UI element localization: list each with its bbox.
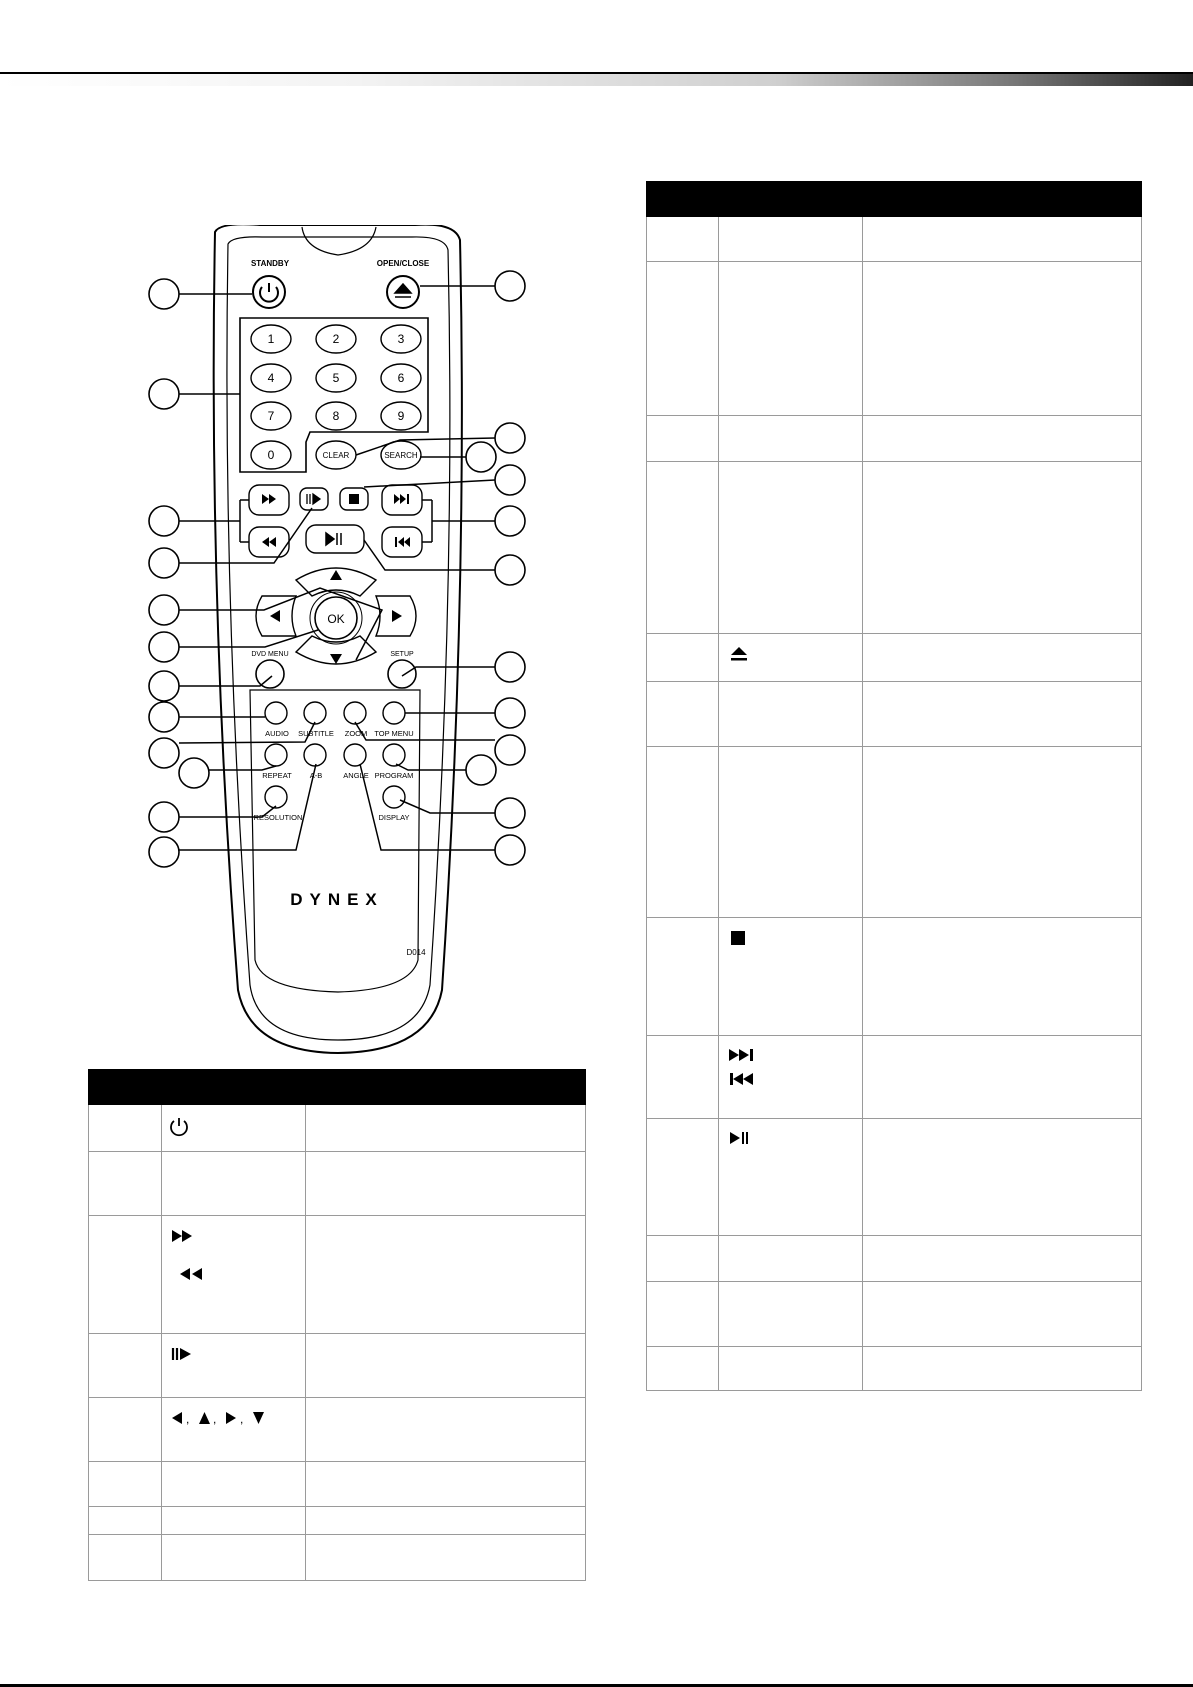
table-row bbox=[89, 1152, 586, 1216]
svg-text:AUDIO: AUDIO bbox=[265, 729, 289, 738]
svg-text:4: 4 bbox=[267, 371, 275, 385]
svg-text:1: 1 bbox=[267, 332, 275, 346]
angle-button[interactable] bbox=[344, 744, 366, 766]
digit-key-5[interactable] bbox=[316, 364, 356, 392]
table-header bbox=[89, 1070, 586, 1105]
display-button[interactable] bbox=[383, 786, 405, 808]
top-menu-button[interactable] bbox=[383, 702, 405, 724]
fast-forward-icon bbox=[170, 1226, 204, 1250]
table-row bbox=[647, 416, 1142, 462]
svg-text:,: , bbox=[213, 1412, 217, 1426]
setup-button[interactable] bbox=[388, 660, 416, 688]
svg-text:2: 2 bbox=[332, 332, 340, 346]
table-row bbox=[89, 1216, 586, 1334]
stop-icon bbox=[727, 928, 761, 952]
table-row bbox=[647, 1347, 1142, 1391]
repeat-button[interactable] bbox=[265, 744, 287, 766]
digit-key-7[interactable] bbox=[251, 402, 291, 430]
svg-text:RESOLUTION: RESOLUTION bbox=[253, 813, 303, 822]
table-row bbox=[647, 1119, 1142, 1236]
ab-repeat-button[interactable] bbox=[304, 744, 326, 766]
program-button[interactable] bbox=[383, 744, 405, 766]
power-icon bbox=[170, 1115, 204, 1139]
left-button-table bbox=[88, 1069, 586, 1581]
zoom-button[interactable] bbox=[344, 702, 366, 724]
header-gradient-bar bbox=[0, 72, 1193, 86]
svg-text:5: 5 bbox=[332, 371, 340, 385]
digit-key-3[interactable] bbox=[381, 325, 421, 353]
digit-key-8[interactable] bbox=[316, 402, 356, 430]
table-row bbox=[89, 1334, 586, 1398]
header-rule bbox=[0, 72, 1193, 74]
table-row bbox=[647, 747, 1142, 918]
svg-text:8: 8 bbox=[332, 409, 340, 423]
svg-text:,: , bbox=[240, 1412, 244, 1426]
eject-icon bbox=[727, 644, 761, 668]
svg-text:DISPLAY: DISPLAY bbox=[378, 813, 410, 822]
right-button-table bbox=[646, 181, 1142, 1391]
setup-label: SETUP bbox=[390, 651, 414, 658]
svg-text:6: 6 bbox=[397, 371, 405, 385]
table-row bbox=[647, 682, 1142, 747]
svg-text:SEARCH: SEARCH bbox=[384, 451, 418, 460]
table-row bbox=[89, 1462, 586, 1507]
slow-step-icon bbox=[170, 1344, 204, 1368]
dvd-menu-label: DVD MENU bbox=[251, 651, 289, 658]
arrow-keys-icon bbox=[170, 1408, 280, 1430]
table-row bbox=[647, 634, 1142, 682]
svg-text:OK: OK bbox=[327, 612, 345, 626]
skip-next-icon bbox=[727, 1046, 761, 1070]
digit-key-4[interactable] bbox=[251, 364, 291, 392]
table-row bbox=[647, 462, 1142, 634]
table-row bbox=[647, 1036, 1142, 1119]
play-pause-icon bbox=[727, 1129, 761, 1153]
svg-text:7: 7 bbox=[267, 409, 275, 423]
table-row bbox=[647, 262, 1142, 416]
digit-key-2[interactable] bbox=[316, 325, 356, 353]
svg-text:ANGLE: ANGLE bbox=[343, 771, 369, 780]
audio-button[interactable] bbox=[265, 702, 287, 724]
resolution-button[interactable] bbox=[265, 786, 287, 808]
svg-text:CLEAR: CLEAR bbox=[322, 451, 350, 460]
subtitle-button[interactable] bbox=[304, 702, 326, 724]
table-row bbox=[89, 1535, 586, 1581]
svg-text:PROGRAM: PROGRAM bbox=[374, 771, 414, 780]
table-row bbox=[647, 1236, 1142, 1282]
skip-previous-icon bbox=[727, 1070, 761, 1094]
svg-text:SUBTITLE: SUBTITLE bbox=[298, 729, 334, 738]
rewind-icon bbox=[170, 1264, 204, 1288]
table-header bbox=[647, 182, 1142, 217]
digit-key-9[interactable] bbox=[381, 402, 421, 430]
svg-text:,: , bbox=[186, 1412, 190, 1426]
table-row bbox=[647, 217, 1142, 262]
table-row bbox=[647, 918, 1142, 1036]
svg-text:9: 9 bbox=[397, 409, 405, 423]
table-row bbox=[647, 1282, 1142, 1347]
standby-label: STANDBY bbox=[250, 259, 290, 268]
remote-control-illustration bbox=[140, 225, 540, 1065]
table-row bbox=[89, 1105, 586, 1152]
svg-text:TOP MENU: TOP MENU bbox=[374, 729, 414, 738]
digit-key-0[interactable] bbox=[251, 441, 291, 469]
svg-text:REPEAT: REPEAT bbox=[262, 771, 292, 780]
dvd-menu-button[interactable] bbox=[256, 660, 284, 688]
clear-button[interactable] bbox=[316, 441, 356, 469]
svg-text:A-B: A-B bbox=[309, 771, 323, 780]
svg-text:3: 3 bbox=[397, 332, 405, 346]
svg-text:ZOOM: ZOOM bbox=[344, 729, 368, 738]
digit-key-6[interactable] bbox=[381, 364, 421, 392]
table-row bbox=[89, 1398, 586, 1462]
table-row bbox=[89, 1507, 586, 1535]
brand-logo: DYNEX bbox=[290, 890, 384, 909]
svg-text:0: 0 bbox=[267, 448, 275, 462]
open-close-label: OPEN/CLOSE bbox=[376, 259, 430, 268]
model-number: D014 bbox=[406, 948, 426, 957]
digit-key-1[interactable] bbox=[251, 325, 291, 353]
